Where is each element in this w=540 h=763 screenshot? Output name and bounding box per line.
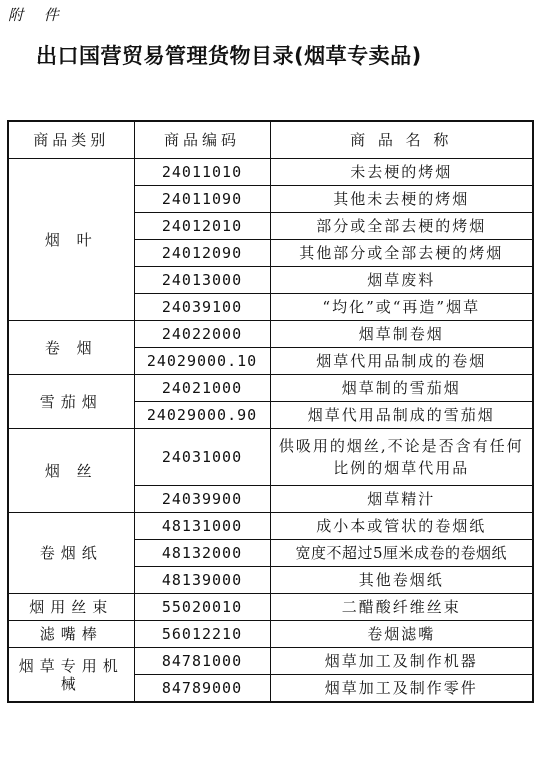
code-cell: 24029000.90 [134, 402, 270, 429]
goods-table [7, 120, 534, 703]
category-cell: 烟 丝 [8, 429, 134, 513]
name-cell: 供吸用的烟丝,不论是否含有任何比例的烟草代用品 [270, 429, 533, 486]
code-cell: 24031000 [134, 429, 270, 486]
name-cell: 宽度不超过5厘米成卷的卷烟纸 [270, 540, 533, 567]
code-cell: 84789000 [134, 675, 270, 703]
code-cell: 48131000 [134, 513, 270, 540]
code-cell: 24011010 [134, 159, 270, 186]
code-cell: 24039100 [134, 294, 270, 321]
table-row [8, 594, 533, 621]
name-cell: 部分或全部去梗的烤烟 [270, 213, 533, 240]
name-cell: 烟草制卷烟 [270, 321, 533, 348]
name-cell: 其他部分或全部去梗的烤烟 [270, 240, 533, 267]
code-cell: 24022000 [134, 321, 270, 348]
code-cell: 24021000 [134, 375, 270, 402]
code-cell: 84781000 [134, 648, 270, 675]
name-cell: “均化”或“再造”烟草 [270, 294, 533, 321]
name-cell: 卷烟滤嘴 [270, 621, 533, 648]
table-header [8, 121, 533, 159]
table-row [8, 159, 533, 186]
column-header-name: 商 品 名 称 [270, 121, 533, 159]
name-cell: 烟草精汁 [270, 486, 533, 513]
column-header-code: 商品编码 [134, 121, 270, 159]
code-cell: 48132000 [134, 540, 270, 567]
column-header-category: 商品类别 [8, 121, 134, 159]
table-row [8, 648, 533, 675]
table-row [8, 513, 533, 540]
category-cell: 烟草专用机械 [8, 648, 134, 703]
category-cell: 卷烟纸 [8, 513, 134, 594]
code-cell: 24029000.10 [134, 348, 270, 375]
name-cell: 成小本或管状的卷烟纸 [270, 513, 533, 540]
page-title: 出口国营贸易管理货物目录(烟草专卖品) [36, 44, 422, 68]
table-row [8, 429, 533, 486]
name-cell: 烟草废料 [270, 267, 533, 294]
table-body [8, 159, 533, 703]
name-cell: 二醋酸纤维丝束 [270, 594, 533, 621]
name-cell: 烟草加工及制作零件 [270, 675, 533, 703]
table-row [8, 375, 533, 402]
table-header-row [8, 121, 533, 159]
name-cell: 未去梗的烤烟 [270, 159, 533, 186]
name-cell: 烟草代用品制成的卷烟 [270, 348, 533, 375]
code-cell: 55020010 [134, 594, 270, 621]
code-cell: 48139000 [134, 567, 270, 594]
category-cell: 滤嘴棒 [8, 621, 134, 648]
category-cell: 烟 叶 [8, 159, 134, 321]
code-cell: 24011090 [134, 186, 270, 213]
table-row [8, 321, 533, 348]
category-cell: 雪茄烟 [8, 375, 134, 429]
name-cell: 烟草制的雪茄烟 [270, 375, 533, 402]
name-cell: 烟草代用品制成的雪茄烟 [270, 402, 533, 429]
category-cell: 卷 烟 [8, 321, 134, 375]
code-cell: 24012010 [134, 213, 270, 240]
code-cell: 24012090 [134, 240, 270, 267]
name-cell: 其他未去梗的烤烟 [270, 186, 533, 213]
attachment-label: 附 件 [8, 6, 67, 24]
code-cell: 56012210 [134, 621, 270, 648]
code-cell: 24039900 [134, 486, 270, 513]
table-row [8, 621, 533, 648]
name-cell: 烟草加工及制作机器 [270, 648, 533, 675]
category-cell: 烟用丝束 [8, 594, 134, 621]
name-cell: 其他卷烟纸 [270, 567, 533, 594]
code-cell: 24013000 [134, 267, 270, 294]
